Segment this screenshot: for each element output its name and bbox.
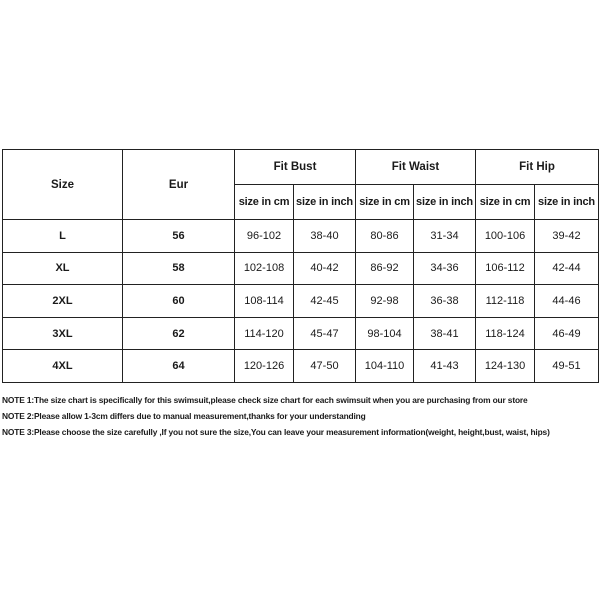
cell-waist-cm: 104-110 bbox=[356, 350, 414, 383]
cell-bust-inch: 40-42 bbox=[294, 252, 356, 285]
cell-bust-cm: 102-108 bbox=[235, 252, 294, 285]
size-chart-table bbox=[2, 149, 599, 383]
table-row bbox=[3, 220, 599, 253]
cell-bust-cm: 120-126 bbox=[235, 350, 294, 383]
cell-size: XL bbox=[3, 252, 123, 285]
subheader-waist-cm: size in cm bbox=[356, 185, 414, 220]
cell-bust-cm: 96-102 bbox=[235, 220, 294, 253]
cell-size: L bbox=[3, 220, 123, 253]
cell-bust-inch: 38-40 bbox=[294, 220, 356, 253]
column-header-eur: Eur bbox=[123, 150, 235, 220]
cell-hip-cm: 112-118 bbox=[476, 285, 535, 318]
cell-hip-inch: 46-49 bbox=[535, 317, 599, 350]
cell-waist-inch: 31-34 bbox=[414, 220, 476, 253]
cell-hip-cm: 106-112 bbox=[476, 252, 535, 285]
cell-size: 2XL bbox=[3, 285, 123, 318]
column-header-fit-hip: Fit Hip bbox=[476, 150, 599, 185]
size-notes bbox=[2, 392, 598, 440]
table-row bbox=[3, 252, 599, 285]
cell-hip-inch: 44-46 bbox=[535, 285, 599, 318]
cell-waist-cm: 80-86 bbox=[356, 220, 414, 253]
cell-hip-inch: 42-44 bbox=[535, 252, 599, 285]
note-1: NOTE 1:The size chart is specifically for this swimsuit,please check size chart for each swimsuit when you are purchasing from our store bbox=[2, 395, 528, 405]
cell-eur: 62 bbox=[123, 317, 235, 350]
cell-waist-cm: 98-104 bbox=[356, 317, 414, 350]
cell-hip-cm: 118-124 bbox=[476, 317, 535, 350]
column-header-fit-waist: Fit Waist bbox=[356, 150, 476, 185]
subheader-hip-inch: size in inch bbox=[535, 185, 599, 220]
cell-waist-inch: 36-38 bbox=[414, 285, 476, 318]
subheader-hip-cm: size in cm bbox=[476, 185, 535, 220]
cell-bust-inch: 47-50 bbox=[294, 350, 356, 383]
cell-size: 4XL bbox=[3, 350, 123, 383]
cell-bust-cm: 108-114 bbox=[235, 285, 294, 318]
cell-waist-cm: 92-98 bbox=[356, 285, 414, 318]
cell-hip-inch: 49-51 bbox=[535, 350, 599, 383]
cell-waist-inch: 38-41 bbox=[414, 317, 476, 350]
cell-waist-inch: 34-36 bbox=[414, 252, 476, 285]
cell-size: 3XL bbox=[3, 317, 123, 350]
cell-bust-inch: 45-47 bbox=[294, 317, 356, 350]
column-header-size: Size bbox=[3, 150, 123, 220]
header-row-groups bbox=[3, 150, 599, 185]
cell-bust-cm: 114-120 bbox=[235, 317, 294, 350]
cell-bust-inch: 42-45 bbox=[294, 285, 356, 318]
cell-eur: 60 bbox=[123, 285, 235, 318]
cell-eur: 64 bbox=[123, 350, 235, 383]
note-2: NOTE 2:Please allow 1-3cm differs due to manual measurement,thanks for your understanding bbox=[2, 411, 366, 421]
cell-hip-cm: 124-130 bbox=[476, 350, 535, 383]
cell-hip-inch: 39-42 bbox=[535, 220, 599, 253]
table-row bbox=[3, 285, 599, 318]
column-header-fit-bust: Fit Bust bbox=[235, 150, 356, 185]
subheader-waist-inch: size in inch bbox=[414, 185, 476, 220]
subheader-bust-inch: size in inch bbox=[294, 185, 356, 220]
table-row bbox=[3, 350, 599, 383]
note-3: NOTE 3:Please choose the size carefully ,If you not sure the size,You can leave your measurement information(weight, height,bust, waist, hips) bbox=[2, 427, 550, 437]
cell-waist-inch: 41-43 bbox=[414, 350, 476, 383]
cell-hip-cm: 100-106 bbox=[476, 220, 535, 253]
cell-eur: 56 bbox=[123, 220, 235, 253]
cell-eur: 58 bbox=[123, 252, 235, 285]
table-row bbox=[3, 317, 599, 350]
subheader-bust-cm: size in cm bbox=[235, 185, 294, 220]
cell-waist-cm: 86-92 bbox=[356, 252, 414, 285]
